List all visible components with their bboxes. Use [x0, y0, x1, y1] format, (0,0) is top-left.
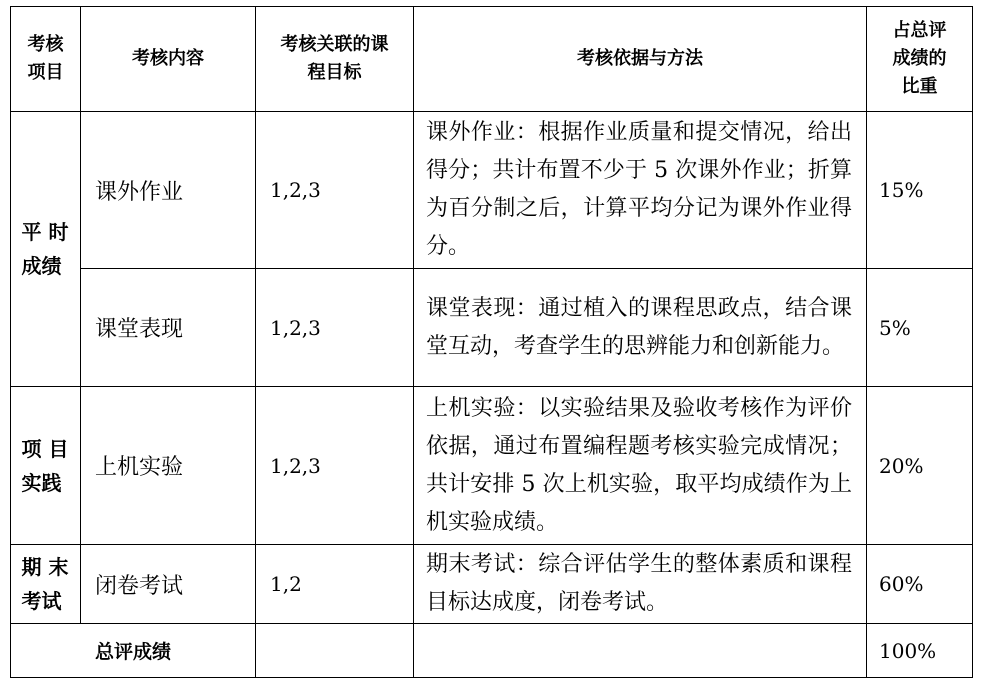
goals-cell: 1,2,3 [256, 112, 414, 269]
total-weight: 100% [867, 624, 973, 678]
method-cell: 上机实验：以实验结果及验收考核作为评价依据，通过布置编程题考核实验完成情况；共计安排 5 次上机实验，取平均成绩作为上机实验成绩。 [414, 387, 867, 545]
table-row [11, 545, 973, 624]
goals-cell: 1,2 [256, 545, 414, 624]
content-cell: 课外作业 [81, 112, 256, 269]
category-cell: 项 目实践 [11, 387, 81, 545]
total-label: 总评成绩 [11, 624, 256, 678]
method-cell: 课外作业：根据作业质量和提交情况，给出得分；共计布置不少于 5 次课外作业；折算为百分制之后，计算平均分记为课外作业得分。 [414, 112, 867, 269]
content-cell: 上机实验 [81, 387, 256, 545]
total-row [11, 624, 973, 678]
table-row [11, 112, 973, 269]
header-content: 考核内容 [81, 7, 256, 112]
header-method: 考核依据与方法 [414, 7, 867, 112]
method-cell: 课堂表现：通过植入的课程思政点，结合课堂互动，考查学生的思辨能力和创新能力。 [414, 269, 867, 387]
goals-cell: 1,2,3 [256, 269, 414, 387]
content-cell: 课堂表现 [81, 269, 256, 387]
header-weight: 占总评成绩的比重 [867, 7, 973, 112]
table-row [11, 387, 973, 545]
table-row [11, 269, 973, 387]
goals-cell: 1,2,3 [256, 387, 414, 545]
category-cell: 平 时成绩 [11, 112, 81, 387]
header-goals: 考核关联的课程目标 [256, 7, 414, 112]
weight-cell: 20% [867, 387, 973, 545]
total-method-cell [414, 624, 867, 678]
weight-cell: 15% [867, 112, 973, 269]
header-row [11, 7, 973, 112]
category-cell: 期 末考试 [11, 545, 81, 624]
total-goals-cell [256, 624, 414, 678]
weight-cell: 5% [867, 269, 973, 387]
header-item: 考核项目 [11, 7, 81, 112]
method-cell: 期末考试：综合评估学生的整体素质和课程目标达成度，闭卷考试。 [414, 545, 867, 624]
weight-cell: 60% [867, 545, 973, 624]
content-cell: 闭卷考试 [81, 545, 256, 624]
assessment-table [10, 6, 973, 678]
